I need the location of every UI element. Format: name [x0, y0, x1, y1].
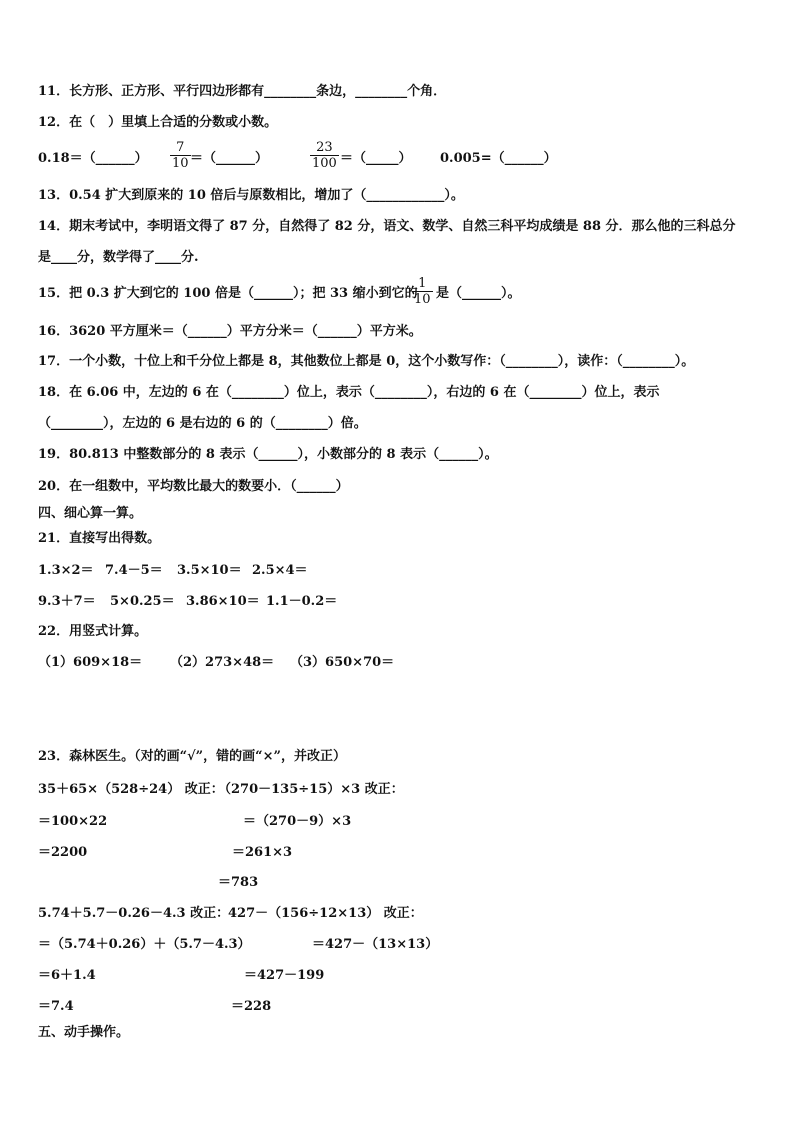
- question-16: 16．3620 平方厘米＝（______）平方分米＝（______）平方米。: [38, 324, 422, 339]
- fraction-numerator: 23: [310, 140, 339, 156]
- correction-step: ＝228: [231, 999, 272, 1014]
- question-18-line1: 18．在 6.06 中，左边的 6 在（________）位上，表示（________），右边的 6 在（________）位上，表示: [38, 385, 660, 400]
- question-13: 13．0.54 扩大到原来的 10 倍后与原数相比，增加了（____________）。: [38, 188, 464, 203]
- correction-expression: （270－135÷15）×3 改正：: [218, 782, 404, 797]
- calc-item: 7.4－5＝: [105, 563, 163, 578]
- correction-step: ＝6＋1.4: [38, 968, 96, 983]
- question-14-line2: 是____分，数学得了____分.: [38, 250, 199, 265]
- correction-step: ＝261×3: [232, 845, 293, 860]
- fraction-numerator: 7: [170, 140, 191, 156]
- question-17: 17．一个小数，十位上和千分位上都是 8，其他数位上都是 0，这个小数写作：（________），读作：（________）。: [38, 354, 695, 369]
- question-22-title: 22．用竖式计算。: [38, 624, 148, 639]
- calc-item: 5×0.25＝: [110, 594, 175, 609]
- correction-step: ＝427－（13×13）: [312, 937, 439, 952]
- question-12-title: 12．在（ ）里填上合适的分数或小数。: [38, 115, 278, 130]
- question-15-tail: 是（______）。: [436, 286, 521, 301]
- question-15-head: 15．把 0.3 扩大到它的 100 倍是（______）；把 33 缩小到它的: [38, 286, 418, 301]
- question-11: 11．长方形、正方形、平行四边形都有________条边，________个角．: [38, 84, 447, 99]
- calc-item: 3.86×10＝: [186, 594, 260, 609]
- fraction-7-10: [170, 140, 191, 171]
- question-23-title: 23．森林医生。（对的画“√”，错的画“×”，并改正）: [38, 749, 346, 764]
- correction-step: ＝（270－9）×3: [243, 814, 352, 829]
- correction-step: ＝（5.74＋0.26）＋（5.7－4.3）: [38, 937, 251, 952]
- question-21-title: 21．直接写出得数。: [38, 531, 161, 546]
- calc-item: 3.5×10＝: [177, 563, 242, 578]
- correction-expression: 35＋65×（528÷24） 改正：: [38, 782, 224, 797]
- fraction-denominator: 100: [312, 156, 337, 171]
- section-4-heading: 四、细心算一算。: [38, 506, 143, 521]
- correction-step: ＝2200: [38, 845, 88, 860]
- question-19: 19．80.813 中整数部分的 8 表示（______），小数部分的 8 表示（______）。: [38, 447, 498, 462]
- question-12-item-b-tail: ＝（______）: [190, 151, 269, 166]
- fraction-numerator: 1: [412, 276, 433, 292]
- calc-item: 1.3×2＝: [38, 563, 94, 578]
- calc-item: 9.3＋7＝: [38, 594, 96, 609]
- fraction-1-10: [412, 276, 433, 307]
- question-12-item-d: 0.005=（______）: [440, 151, 557, 166]
- fraction-denominator: 10: [414, 292, 431, 307]
- calc-item: 1.1－0.2＝: [266, 594, 338, 609]
- question-12-item-a: 0.18＝（______）: [38, 151, 148, 166]
- vertical-calc-item: （1）609×18＝: [38, 655, 143, 670]
- calc-item: 2.5×4＝: [252, 563, 308, 578]
- question-14-line1: 14．期末考试中，李明语文得了 87 分，自然得了 82 分，语文、数学、自然三科平均成绩是 88 分．那么他的三科总分: [38, 219, 736, 234]
- fraction-23-100: [310, 140, 339, 171]
- section-5-heading: 五、动手操作。: [38, 1025, 130, 1040]
- question-18-line2: （________），左边的 6 是右边的 6 的（________）倍。: [38, 416, 367, 431]
- correction-step: ＝7.4: [38, 999, 74, 1014]
- correction-expression: 427－（156÷12×13） 改正：: [228, 906, 423, 921]
- correction-step: ＝427－199: [244, 968, 325, 983]
- correction-expression: 5.74＋5.7－0.26－4.3 改正：: [38, 906, 230, 921]
- correction-step: ＝783: [218, 875, 259, 890]
- fraction-denominator: 10: [172, 156, 189, 171]
- vertical-calc-item: （2）273×48＝: [170, 655, 275, 670]
- correction-step: ＝100×22: [38, 814, 108, 829]
- question-20: 20．在一组数中，平均数比最大的数要小．（______）: [38, 479, 349, 494]
- question-12-item-c-tail: ＝（_____）: [340, 151, 412, 166]
- vertical-calc-item: （3）650×70＝: [290, 655, 395, 670]
